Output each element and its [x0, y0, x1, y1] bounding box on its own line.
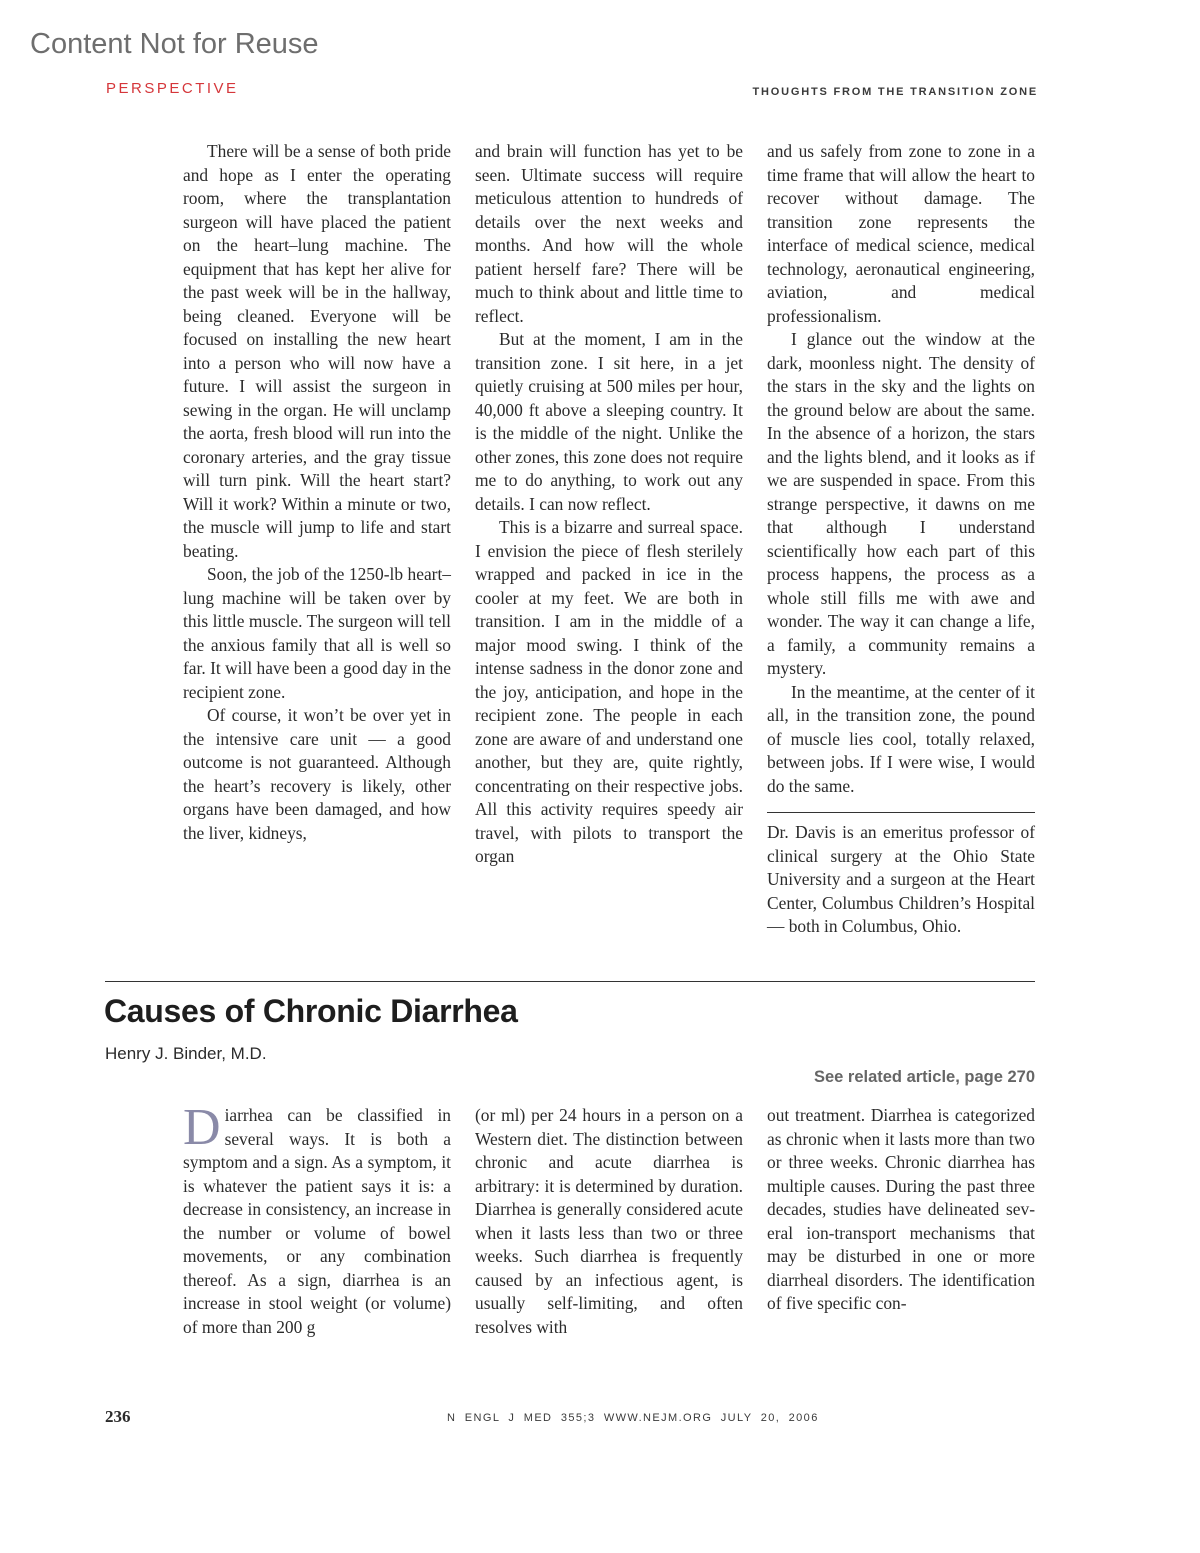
page-number: 236	[105, 1407, 131, 1426]
see-related-link[interactable]: See related article, page 270	[813, 1068, 1035, 1086]
paragraph-continued: out treatment. Diarrhea is categorized as chronic when it lasts more than two or three weeks. Chronic diarrhea has multiple causes. During the past three decades, studies have delineated several ion-transport mechanisms that may be disturbed in one or more diarrheal disorders. The identification of five specific con-	[767, 1105, 1035, 1313]
journal-citation: N ENGL J MED 355;3 WWW.NEJM.ORG JULY 20, 2006	[447, 1412, 819, 1424]
author-bio: Dr. Davis is an emeritus professor of clinical surgery at the Ohio State University and a surgeon at the Heart Center, Columbus Children’s Hospital — both in Columbus, Ohio.	[767, 822, 1035, 936]
column-1	[183, 140, 451, 930]
watermark: Content Not for Reuse	[30, 28, 319, 60]
column-2	[475, 140, 743, 930]
article-title: Causes of Chronic Diarrhea	[104, 993, 518, 1029]
paragraph: This is a bizarre and surreal space. I envision the piece of flesh sterilely wrapped and packed in ice in the cooler at my feet. We are both in transition. I am in the middle of a major mood swing. I think of the intense sadness in the donor zone and the joy, anticipation, and hope in the recipient zone. The people in each zone are aware of and understand one another, but they are, quite rightly, concentrating on their respective jobs. All this activity requires speedy air travel, with pilots to transport the organ	[475, 517, 743, 866]
running-head: THOUGHTS FROM THE TRANSITION ZONE	[752, 86, 1038, 98]
paragraph: In the meantime, at the center of it all, in the transition zone, the pound of muscle lies cool, totally relaxed, between jobs. If I were wise, I would do the same.	[767, 681, 1035, 796]
paragraph-continued: (or ml) per 24 hours in a person on a Western diet. The distinction between chronic and acute diarrhea is arbitrary: it is determined by duration. Diarrhea is generally considered acute when it lasts less than two or three weeks. Such diarrhea is frequently caused by an infectious agent, is usually self-limiting, and often resolves with	[475, 1105, 743, 1337]
paragraph: Of course, it won’t be over yet in the intensive care unit — a good outcome is not guaranteed. Although the heart’s recovery is likely, other organs have been damaged, and how the liver, kidneys,	[183, 705, 451, 843]
bio-divider	[767, 812, 1035, 813]
drop-cap: D	[183, 1099, 221, 1156]
paragraph: I glance out the window at the dark, moonless night. The density of the stars in the sky and the lights on the ground below are about the same. In the absence of a horizon, the stars and the lights blend, and it looks as if we are suspended in space. From this strange perspective, it dawns on me that although I understand scientifically how each part of this process happens, the process as a whole still fills me with awe and wonder. The way it can change a life, a family, a community remains a mystery.	[767, 329, 1035, 678]
paragraph: Diarrhea can be classified in several ways. It is both a symptom and a sign. As a symptom, it is whatever the patient says it is: a decrease in consistency, an increase in the number or volume of bowel movements, or any combination thereof. As a sign, diarrhea is an increase in stool weight (or volume) of more than 200 g	[183, 1099, 451, 1337]
paragraph-continued: and us safely from zone to zone in a time frame that will allow the heart to recover without damage. The transition zone represents the interface of medical science, medical technology, aeronautical engineering, aviation, and medical professionalism.	[767, 141, 1035, 326]
author-byline: Henry J. Binder, M.D.	[105, 1044, 267, 1063]
column-1	[183, 1099, 451, 1344]
column-2	[475, 1104, 743, 1344]
paragraph-continued: and brain will function has yet to be seen. Ultimate success will require meticulous attention to hundreds of details over the next weeks and months. And how will the whole patient herself fare? There will be much to think about and little time to reflect.	[475, 141, 743, 326]
article-body-chronic-diarrhea	[183, 1099, 1035, 1344]
column-3	[767, 140, 1035, 936]
article-body-transition-zone	[183, 140, 1035, 936]
paragraph: There will be a sense of both pride and hope as I enter the operating room, where the transplantation surgeon will have placed the patient on the heart–lung machine. The equipment that has kept her alive for the past week will be in the hallway, being cleaned. Everyone will be focused on installing the new heart into a person who will now have a future. I will assist the surgeon in sewing in the organ. He will unclamp the aorta, fresh blood will run into the coronary arteries, and the gray tissue will turn pink. Will the heart start? Will it work? Within a minute or two, the muscle will jump to life and start beating.	[183, 141, 451, 561]
section-label: PERSPECTIVE	[106, 80, 239, 97]
paragraph: But at the moment, I am in the transition zone. I sit here, in a jet quietly cruising at 500 miles per hour, 40,000 ft above a sleeping country. It is the middle of the night. Unlike the other zones, this zone does not require me to do anything, to work out any details. I can now reflect.	[475, 329, 743, 514]
paragraph: Soon, the job of the 1250-lb heart–lung machine will be taken over by this little muscle. The surgeon will tell the anxious family that all is well so far. It will have been a good day in the recipient zone.	[183, 564, 451, 702]
column-3	[767, 1104, 1035, 1344]
article-divider	[105, 981, 1035, 982]
